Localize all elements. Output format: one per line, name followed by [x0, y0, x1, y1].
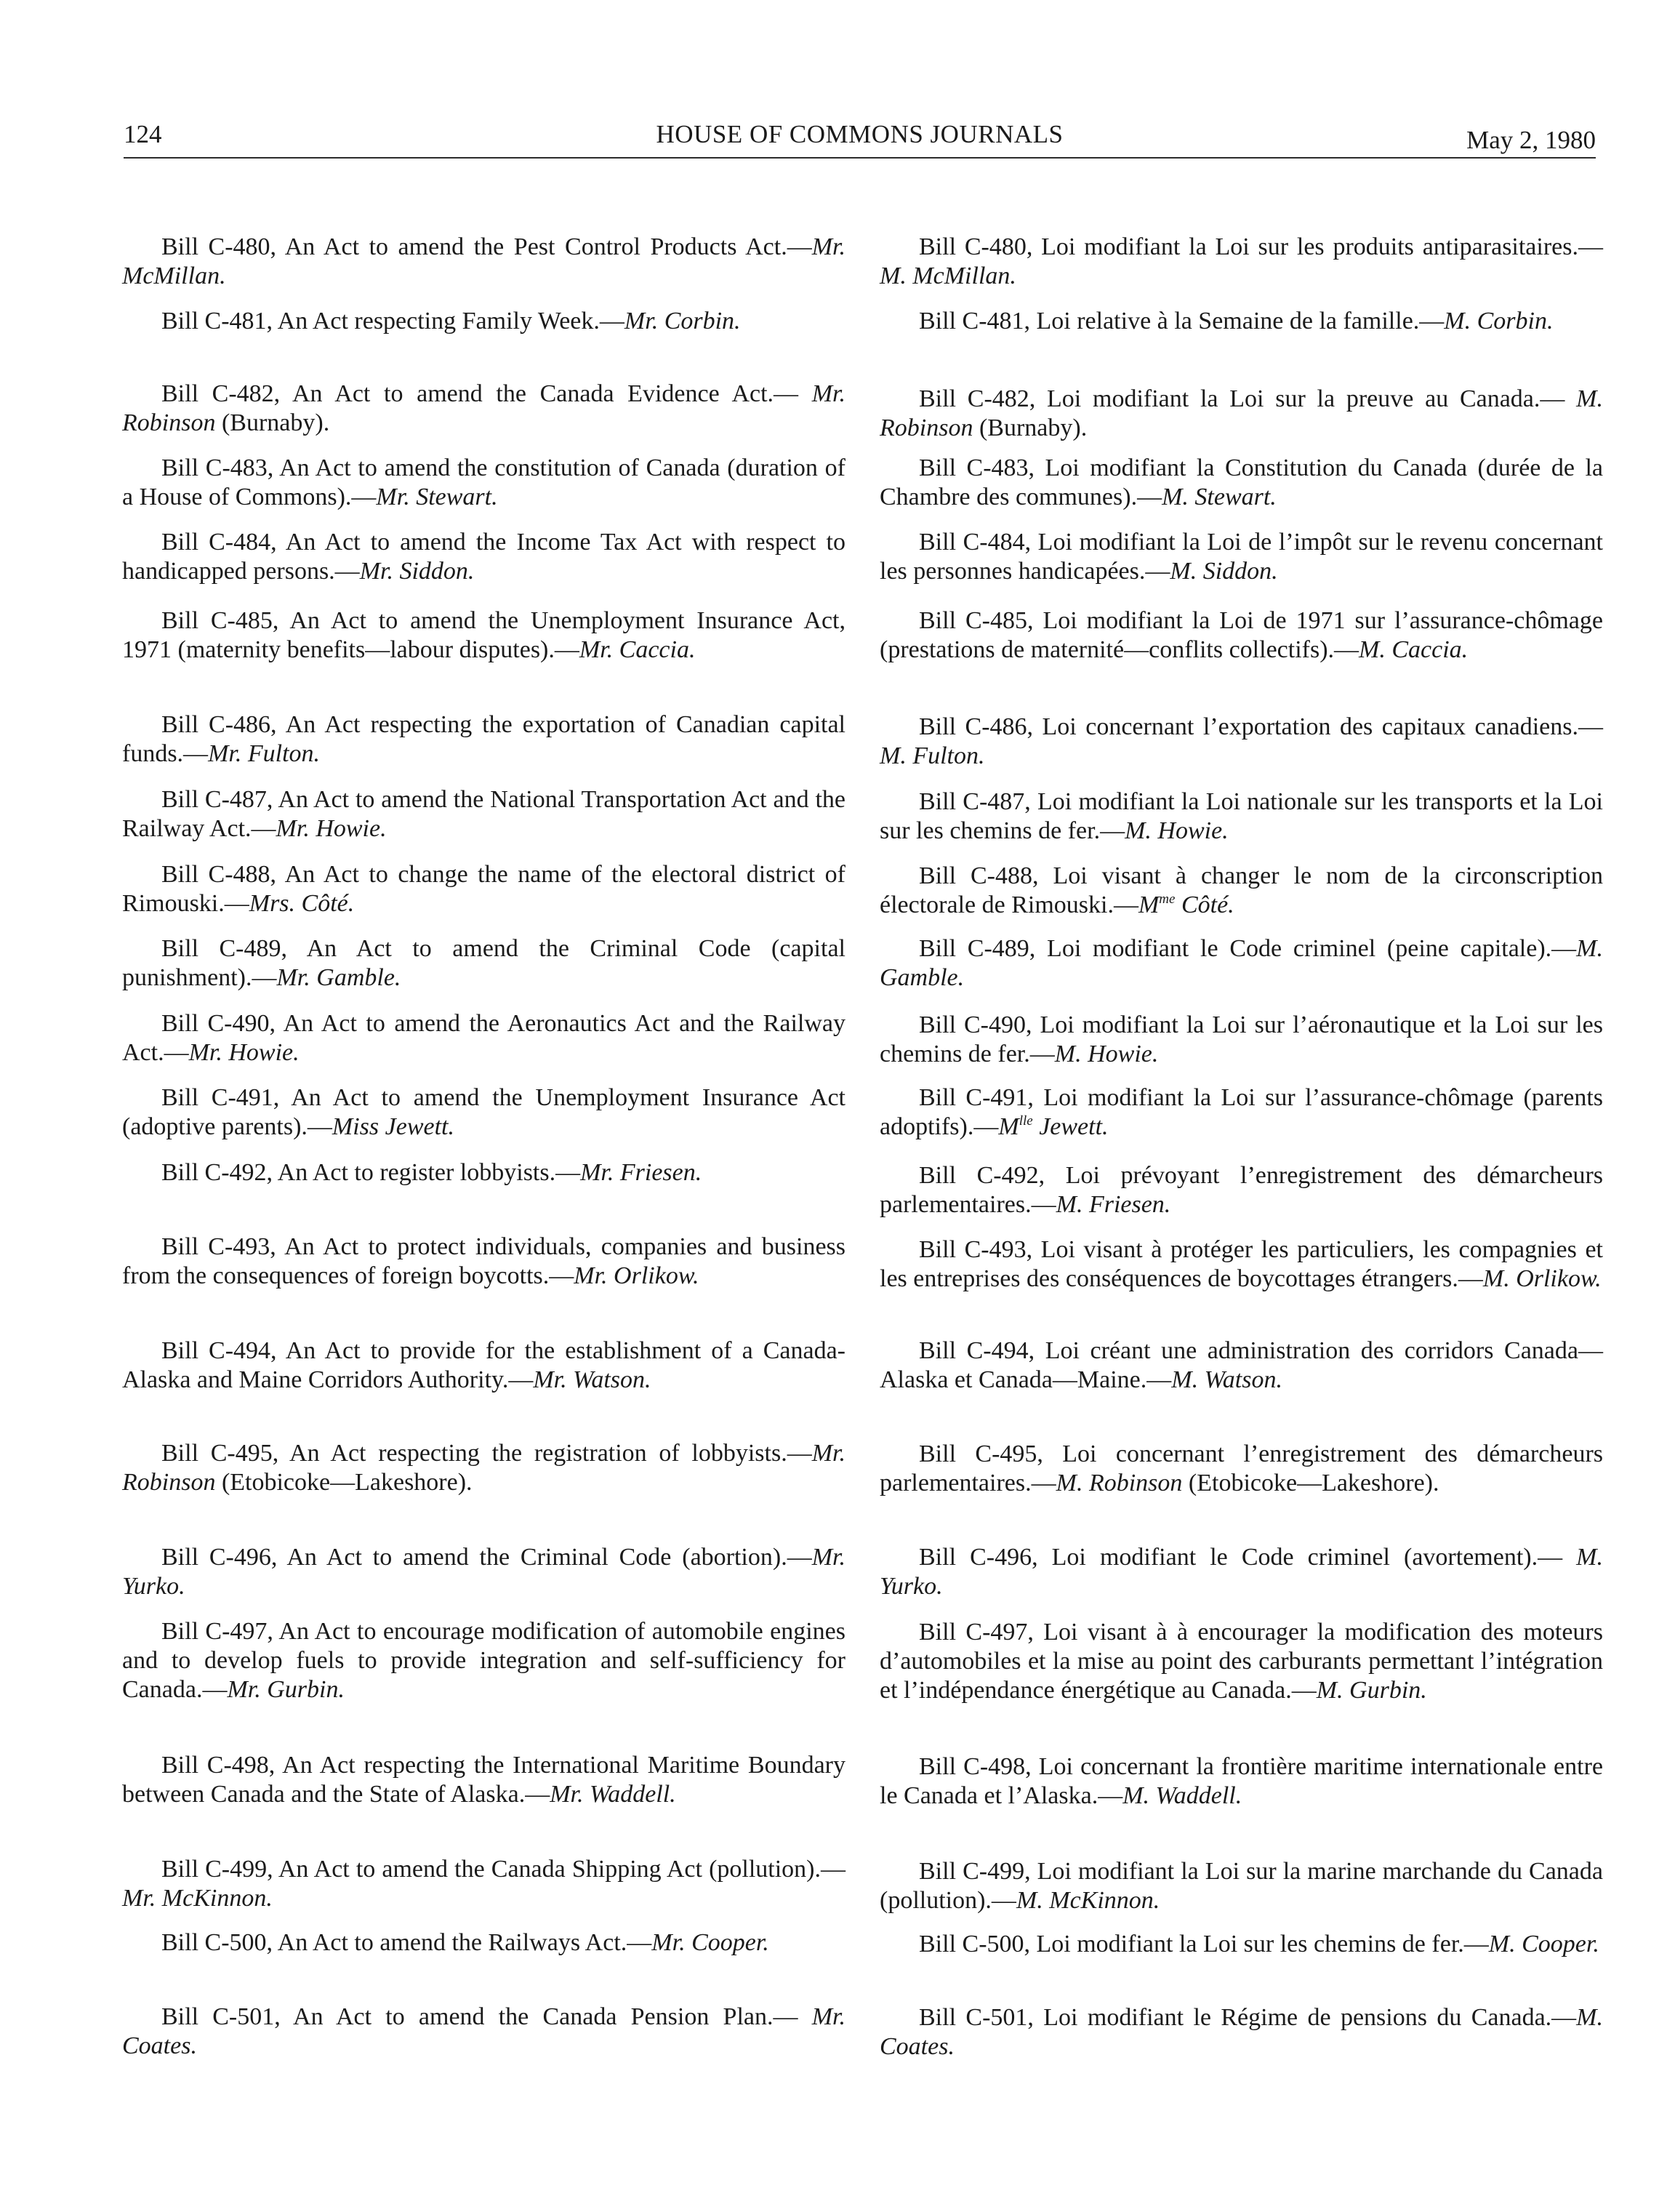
bill-text: Bill C-486, Loi concernant l’exportation des capitaux canadiens.— — [919, 713, 1603, 740]
bill-entry-fr — [880, 1337, 1603, 1395]
bill-entry-en — [122, 380, 845, 438]
bill-text: Bill C-496, Loi modifiant le Code criminel (avortement).— — [919, 1544, 1577, 1571]
bill-entry-en — [122, 606, 845, 665]
bill-entry-fr — [880, 1083, 1603, 1142]
sponsor-name: M. Stewart. — [1162, 484, 1277, 510]
sponsor-name: Mr. Howie. — [276, 815, 387, 842]
bill-text: Bill C-492, An Act to register lobbyists.— — [161, 1159, 581, 1186]
sponsor-name: Mr. McKinnon. — [122, 1885, 273, 1912]
bill-entry-fr — [880, 1161, 1603, 1219]
bill-entry-en — [122, 710, 845, 769]
bill-entry-fr — [880, 233, 1603, 291]
bill-entry-fr — [880, 1235, 1603, 1294]
bill-text: Bill C-493, An Act to protect individuals, companies and business from the consequences of foreign boycotts.— — [122, 1233, 845, 1289]
bill-text: Bill C-482, An Act to amend the Canada Evidence Act.— — [161, 380, 812, 407]
sponsor-name: M. Yurko. — [880, 1544, 1603, 1600]
bill-entry-en — [122, 1337, 845, 1395]
bill-entry-fr — [880, 307, 1603, 336]
bill-text: Bill C-490, An Act to amend the Aeronautics Act and the Railway Act.— — [122, 1010, 845, 1066]
sponsor-name: Mr. Siddon. — [359, 558, 475, 585]
bill-entry-fr — [880, 1543, 1603, 1601]
bill-text: Bill C-501, An Act to amend the Canada Pension Plan.— — [161, 2003, 812, 2030]
bill-text: Bill C-498, Loi concernant la frontière maritime internationale entre le Canada et l’Alaska.— — [880, 1753, 1603, 1809]
sponsor-name: Mr. Howie. — [188, 1039, 300, 1066]
journal-title: HOUSE OF COMMONS JOURNALS — [656, 120, 1064, 148]
sponsor-name: Mr. Gurbin. — [227, 1676, 345, 1703]
bill-entry-en — [122, 454, 845, 512]
bill-entry-en — [122, 1617, 845, 1704]
sponsor-name: Miss Jewett. — [332, 1113, 454, 1140]
bill-entry-en — [122, 2003, 845, 2061]
bill-text: Bill C-497, An Act to encourage modification of automobile engines and to develop fuels to provide integration and self-sufficiency for Canada.— — [122, 1618, 845, 1703]
bill-entry-en — [122, 1083, 845, 1142]
sponsor-name: Mr. Caccia. — [579, 636, 696, 663]
bill-text: Bill C-491, Loi modifiant la Loi sur l’assurance-chômage (parents adoptifs).— — [880, 1084, 1603, 1140]
sponsor-name: Mr. Friesen. — [580, 1159, 702, 1186]
bill-entry-fr — [880, 454, 1603, 512]
bill-text: Bill C-496, An Act to amend the Criminal Code (abortion).— — [161, 1544, 812, 1571]
sponsor-name: M. Robinson — [1056, 1470, 1183, 1496]
bill-entry-en — [122, 1543, 845, 1601]
bill-entry-en — [122, 785, 845, 843]
bill-text: Bill C-490, Loi modifiant la Loi sur l’aéronautique et la Loi sur les chemins de fer.— — [880, 1011, 1603, 1067]
sponsor-name: M. Fulton. — [880, 742, 985, 769]
bill-text: Bill C-497, Loi visant à à encourager la modification des moteurs d’automobiles et la mise au point des carburants permettant l’intégration et l’indépendance énergétique au Canada.— — [880, 1619, 1603, 1704]
riding-name: (Burnaby). — [973, 414, 1088, 441]
bill-text: Bill C-481, An Act respecting Family Week.— — [161, 308, 624, 334]
bill-entry-en — [122, 1855, 845, 1913]
bill-text: Bill C-488, Loi visant à changer le nom de la circonscription électorale de Rimouski.— — [880, 862, 1603, 918]
bill-text: Bill C-485, An Act to amend the Unemployment Insurance Act, 1971 (maternity benefits—labour disputes).— — [122, 607, 845, 663]
bill-entry-en — [122, 307, 845, 336]
sponsor-name: Mr. Fulton. — [208, 740, 321, 767]
bill-entry-fr — [880, 1857, 1603, 1915]
sponsor-name: M. Caccia. — [1359, 636, 1469, 663]
bill-text: Bill C-480, Loi modifiant la Loi sur les produits antiparasitaires.— — [919, 233, 1603, 260]
bill-text: Bill C-480, An Act to amend the Pest Control Products Act.— — [161, 233, 812, 260]
bill-entry-en — [122, 528, 845, 586]
bill-text: Bill C-493, Loi visant à protéger les particuliers, les compagnies et les entreprises des conséquences de boycottages étrangers.— — [880, 1236, 1603, 1292]
bill-text: Bill C-499, Loi modifiant la Loi sur la marine marchande du Canada (pollution).— — [880, 1858, 1603, 1914]
bill-text: Bill C-484, An Act to amend the Income Tax Act with respect to handicapped persons.— — [122, 529, 845, 585]
riding-name: (Burnaby). — [215, 409, 330, 436]
bill-text: Bill C-483, Loi modifiant la Constitution du Canada (durée de la Chambre des communes).— — [880, 454, 1603, 510]
bill-entry-fr — [880, 862, 1603, 920]
sponsor-name: Mr. Corbin. — [624, 308, 741, 334]
sponsor-name: Mr. McMillan. — [122, 233, 845, 289]
bill-text: Bill C-486, An Act respecting the exportation of Canadian capital funds.— — [122, 711, 845, 767]
page-number: 124 — [124, 120, 162, 148]
bill-text: Bill C-492, Loi prévoyant l’enregistrement des démarcheurs parlementaires.— — [880, 1162, 1603, 1218]
bill-entry-fr — [880, 1440, 1603, 1498]
bill-text: Bill C-487, An Act to amend the National Transportation Act and the Railway Act.— — [122, 786, 845, 842]
riding-name: (Etobicoke—Lakeshore). — [1182, 1470, 1439, 1496]
bill-entry-fr — [880, 528, 1603, 586]
bill-entry-fr — [880, 713, 1603, 771]
sponsor-name: M. McKinnon. — [1016, 1887, 1160, 1914]
bill-entry-fr — [880, 934, 1603, 993]
sponsor-surname: Côté. — [1175, 891, 1234, 918]
sponsor-name: M — [1138, 891, 1160, 918]
bill-entry-fr — [880, 1618, 1603, 1705]
bill-entry-fr — [880, 2003, 1603, 2061]
sponsor-name: M. Cooper. — [1488, 1931, 1599, 1957]
bill-text: Bill C-500, An Act to amend the Railways Act.— — [161, 1929, 652, 1956]
sponsor-name: Mr. Orlikow. — [574, 1262, 699, 1289]
sponsor-name: M. Friesen. — [1056, 1191, 1171, 1218]
bill-entry-fr — [880, 1011, 1603, 1069]
sponsor-name: M. Corbin. — [1444, 308, 1554, 334]
sponsor-name: M. Gurbin. — [1316, 1677, 1427, 1704]
bill-text: Bill C-495, Loi concernant l’enregistrement des démarcheurs parlementaires.— — [880, 1440, 1603, 1496]
sponsor-name: Mrs. Côté. — [249, 890, 355, 917]
sponsor-name: M. Gamble. — [880, 935, 1603, 991]
sponsor-name: M. Howie. — [1125, 817, 1229, 844]
bill-text: Bill C-498, An Act respecting the International Maritime Boundary between Canada and the State of Alaska.— — [122, 1752, 845, 1808]
sponsor-name: M — [998, 1113, 1019, 1140]
bill-text: Bill C-488, An Act to change the name of the electoral district of Rimouski.— — [122, 861, 845, 917]
bill-text: Bill C-500, Loi modifiant la Loi sur les chemins de fer.— — [919, 1931, 1489, 1957]
bill-text: Bill C-499, An Act to amend the Canada Shipping Act (pollution).— — [161, 1856, 845, 1883]
bill-text: Bill C-487, Loi modifiant la Loi nationale sur les transports et la Loi sur les chemins de fer.— — [880, 788, 1603, 844]
sponsor-name: M. Waddell. — [1122, 1782, 1242, 1809]
bill-text: Bill C-484, Loi modifiant la Loi de l’impôt sur le revenu concernant les personnes handicapées.— — [880, 529, 1603, 585]
bill-entry-en — [122, 934, 845, 993]
bill-text: Bill C-495, An Act respecting the registration of lobbyists.— — [161, 1440, 812, 1467]
bill-text: Bill C-494, An Act to provide for the establishment of a Canada-Alaska and Maine Corridors Authority.— — [122, 1337, 845, 1393]
bill-entry-fr — [880, 606, 1603, 665]
sponsor-name: M. Coates. — [880, 2004, 1603, 2060]
sponsor-name: M. Orlikow. — [1482, 1265, 1602, 1292]
sponsor-name: Mr. Stewart. — [376, 484, 498, 510]
sponsor-name: Mr. Robinson — [122, 380, 845, 436]
header-rule — [124, 157, 1596, 159]
sponsor-name: Mr. Coates. — [122, 2003, 845, 2059]
sponsor-name: Mr. Waddell. — [550, 1781, 676, 1808]
bill-text: Bill C-485, Loi modifiant la Loi de 1971 sur l’assurance-chômage (prestations de maternité—conflits collectifs).— — [880, 607, 1603, 663]
sponsor-name: Mr. Robinson — [122, 1440, 845, 1496]
sponsor-name: M. Watson. — [1171, 1366, 1282, 1393]
bill-entry-en — [122, 1233, 845, 1291]
bill-entry-en — [122, 1928, 845, 1957]
sponsor-name: M. McMillan. — [880, 263, 1016, 289]
bill-text: Bill C-489, An Act to amend the Criminal Code (capital punishment).— — [122, 935, 845, 991]
bill-entry-fr — [880, 1930, 1603, 1959]
bill-text: Bill C-494, Loi créant une administration des corridors Canada—Alaska et Canada—Maine.— — [880, 1337, 1603, 1393]
bill-entry-en — [122, 1158, 845, 1187]
bill-entry-en — [122, 233, 845, 291]
sponsor-name: M. Siddon. — [1170, 558, 1278, 585]
bill-text: Bill C-483, An Act to amend the constitution of Canada (duration of a House of Commons).— — [122, 454, 845, 510]
sponsor-surname: Jewett. — [1032, 1113, 1109, 1140]
bill-entry-en — [122, 1009, 845, 1067]
bill-entry-fr — [880, 788, 1603, 846]
riding-name: (Etobicoke—Lakeshore). — [215, 1469, 473, 1496]
sponsor-name: M. Howie. — [1054, 1041, 1159, 1067]
title-superscript: me — [1159, 891, 1176, 907]
sponsor-name: Mr. Gamble. — [276, 964, 401, 991]
sponsor-name: Mr. Yurko. — [122, 1544, 845, 1600]
bill-text: Bill C-482, Loi modifiant la Loi sur la preuve au Canada.— — [919, 385, 1577, 412]
bill-entry-en — [122, 860, 845, 918]
journal-date: May 2, 1980 — [1466, 126, 1596, 154]
bill-entry-en — [122, 1439, 845, 1497]
bill-text: Bill C-489, Loi modifiant le Code criminel (peine capitale).— — [919, 935, 1577, 962]
sponsor-name: Mr. Watson. — [533, 1366, 651, 1393]
sponsor-name: M. Robinson — [880, 385, 1603, 441]
bill-text: Bill C-491, An Act to amend the Unemployment Insurance Act (adoptive parents).— — [122, 1084, 845, 1140]
bill-entry-fr — [880, 1752, 1603, 1811]
bill-entry-fr — [880, 385, 1603, 443]
bill-text: Bill C-481, Loi relative à la Semaine de la famille.— — [919, 308, 1445, 334]
bill-entry-en — [122, 1751, 845, 1809]
bill-text: Bill C-501, Loi modifiant le Régime de pensions du Canada.— — [919, 2004, 1577, 2031]
title-superscript: lle — [1019, 1113, 1033, 1129]
sponsor-name: Mr. Cooper. — [651, 1929, 769, 1956]
